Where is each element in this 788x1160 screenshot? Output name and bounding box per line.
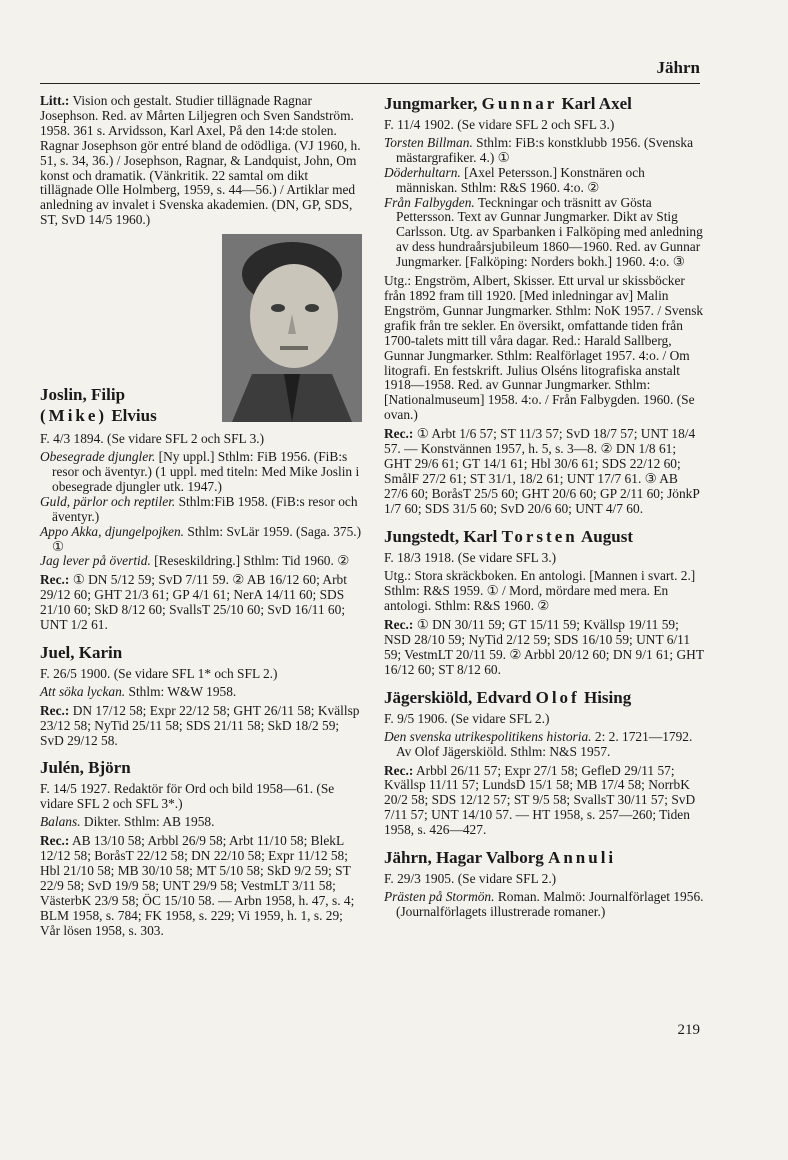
entry-heading-jahrn xyxy=(384,848,704,868)
jungmarker-work-1 xyxy=(384,136,704,166)
entry-jungmarker xyxy=(384,94,704,517)
juel-work xyxy=(40,685,362,700)
joslin-work-2 xyxy=(40,495,362,525)
jahrn-birth: F. 29/3 1905. (Se vidare SFL 2.) xyxy=(384,871,557,887)
rec-text: ① DN 5/12 59; SvD 7/11 59. ② AB 16/12 60; Arbt 29/12 60; GHT 21/3 61; GP 4/1 61; NerA 14/11 60; SDS 21/10 60; SkD 8/12 60; SvallsT 25/10 60; SvD 16/11 60; UNT 1/2 61. xyxy=(40,572,347,633)
work-detail: [Axel Petersson.] Konstnären och människan. Sthlm: R&S 1960. 4:o. ② xyxy=(396,164,645,195)
joslin-name-rest: Elvius xyxy=(107,406,157,426)
work-title: Balans. xyxy=(40,814,81,830)
lit-paragraph xyxy=(40,94,362,228)
jungstedt-birth: F. 18/3 1918. (Se vidare SFL 3.) xyxy=(384,549,557,565)
entry-jahrn xyxy=(384,848,704,920)
work-title: Appo Akka, djungelpojken. xyxy=(40,523,185,539)
name-rest: August xyxy=(577,526,633,546)
name-rest: Hising xyxy=(579,687,632,707)
name-spaced: Gunnar xyxy=(481,94,558,113)
work-title: Guld, pärlor och reptiler. xyxy=(40,493,176,509)
jagerskiold-birth: F. 9/5 1906. (Se vidare SFL 2.) xyxy=(384,710,550,726)
page-number: 219 xyxy=(677,1022,700,1038)
entry-juel xyxy=(40,643,362,749)
work-detail: Sthlm: SvLär 1959. (Saga. 375.) ① xyxy=(52,523,362,554)
work-detail: Teckningar och träsnitt av Gösta Pettersson. Text av Gunnar Jungmarker. Dikt av Stig Carlsson. Utg. av Sparbanken i Falköping med anledning av dess hundraårsjubileum 1860—1960. Red. av Gunnar Jungmarker. [Falköping: Norders bokh.] 1960. 4:o. ③ xyxy=(396,194,703,270)
work-title: Från Falbygden. xyxy=(384,194,475,210)
joslin-work-3 xyxy=(40,525,362,555)
work-title: Obesegrade djungler. xyxy=(40,449,156,465)
entry-heading-jungstedt xyxy=(384,527,704,547)
work-title: Den svenska utrikespolitikens historia. xyxy=(384,728,592,744)
jungstedt-reviews xyxy=(384,618,704,678)
work-detail: Roman. Malmö: Journalförlaget 1956. (Journalförlagets illustrerade romaner.) xyxy=(396,888,704,919)
work-detail: Sthlm: FiB:s konstklubb 1956. (Svenska mästargrafiker. 4.) ① xyxy=(396,134,694,165)
jagerskiold-reviews xyxy=(384,764,704,839)
name-spaced: Torsten xyxy=(501,526,578,546)
rec-label: Rec.: xyxy=(40,702,70,718)
header-rule xyxy=(40,83,700,84)
joslin-name-line1: Joslin, Filip xyxy=(40,385,126,405)
juel-birth: F. 26/5 1900. (Se vidare SFL 1* och SFL 2.) xyxy=(40,665,278,681)
rec-label: Rec.: xyxy=(40,572,70,588)
rec-label: Rec.: xyxy=(384,426,414,442)
rec-label: Rec.: xyxy=(40,833,70,849)
lit-label: Litt.: xyxy=(40,93,70,108)
name-rest: Karl Axel xyxy=(557,94,632,113)
work-detail: [Reseskildring.] Sthlm: Tid 1960. ② xyxy=(150,553,350,569)
work-detail: Dikter. Sthlm: AB 1958. xyxy=(80,814,215,830)
entry-jungstedt xyxy=(384,527,704,678)
joslin-name-line2 xyxy=(40,405,216,426)
joslin-photo-block xyxy=(40,234,362,426)
name-first: Jungmarker, xyxy=(384,94,482,113)
jagerskiold-work xyxy=(384,730,704,760)
joslin-work-4 xyxy=(40,554,362,569)
work-title: Torsten Billman. xyxy=(384,134,473,150)
work-detail: [Ny uppl.] Sthlm: FiB 1956. (FiB:s resor och äventyr.) (1 uppl. med titeln: Med Mike Joslin i obesegrade djungler utk. 1947.) xyxy=(52,449,360,494)
entry-heading-jagerskiold xyxy=(384,688,704,708)
work-title: Döderhultarn. xyxy=(384,164,461,180)
rec-text: Arbbl 26/11 57; Expr 27/1 58; GefleD 29/11 57; Kvällsp 11/11 57; LundsD 15/1 58; MB 17/4 58; NorrbK 20/2 58; SDS 12/12 57; ST 9/5 58; SvallsT 30/11 57; SvD 7/11 57; UNT 14/10 57. — HT 1958, s. 257—260; Tiden 1958, s. 426—427. xyxy=(384,762,696,838)
running-head: Jährn xyxy=(656,58,700,77)
joslin-name-spaced: (Mike) xyxy=(40,406,108,426)
jungmarker-birth: F. 11/4 1902. (Se vidare SFL 2 och SFL 3.) xyxy=(384,117,615,132)
rec-text: ① DN 30/11 59; GT 15/11 59; Kvällsp 19/11 59; NSD 28/10 59; NyTid 2/12 59; SDS 16/10 59; UNT 6/11 59; VestmLT 20/11 59. ② Arbbl 20/12 60; DN 9/1 61; GHT 16/12 60; ST 8/12 60. xyxy=(384,617,704,677)
juel-reviews xyxy=(40,704,362,749)
left-column xyxy=(40,94,362,949)
jungmarker-work-3 xyxy=(384,196,704,271)
entry-heading-julen: Julén, Björn xyxy=(40,758,131,778)
rec-text: AB 13/10 58; Arbbl 26/9 58; Arbt 11/10 58; BlekL 12/12 58; BoråsT 22/12 58; DN 22/10 58; Expr 11/12 58; Hbl 21/10 58; MB 30/10 58; MT 5/10 58; SkD 9/2 59; ST 22/9 58; SvD 19/9 58; UNT 29/9 58; VestmLT 3/11 58; VästerbK 23/9 58; ÖC 15/10 58. — Arbn 1958, h. 47, s. 4; BLM 1958, s. 784; FK 1958, s. 229; Vi 1959, h. 1, s. 29; Vår lösen 1958, s. 303. xyxy=(40,833,355,938)
rec-label: Rec.: xyxy=(384,762,414,778)
jungstedt-utg: Utg.: Stora skräckboken. En antologi. [Mannen i svart. 2.] Sthlm: R&S 1959. ① / Mord, mördare med mera. En antologi. Sthlm: R&S 1960. ② xyxy=(384,568,696,614)
entry-heading-juel: Juel, Karin xyxy=(40,642,123,662)
rec-text: DN 17/12 58; Expr 22/12 58; GHT 26/11 58; Kvällsp 23/12 58; NyTid 25/11 58; SDS 21/11 58; SkD 18/2 59; SvD 29/12 58. xyxy=(40,702,360,748)
rec-label: Rec.: xyxy=(384,617,414,633)
name-first: Jungstedt, Karl xyxy=(384,526,502,546)
name-spaced: Olof xyxy=(535,687,580,707)
entry-julen xyxy=(40,758,362,938)
work-detail: Sthlm:FiB 1958. (FiB:s resor och äventyr.) xyxy=(52,493,358,524)
entry-joslin xyxy=(40,432,362,633)
jungmarker-work-2 xyxy=(384,166,704,196)
julen-reviews xyxy=(40,834,362,938)
jungmarker-utg: Utg.: Engström, Albert, Skisser. Ett urval ur skissböcker från 1892 fram till 1920. [Med inledningar av] Malin Engström, Gunnar Jungmarker. Sthlm: NoK 1957. / Svensk grafik från tre sekler. En översikt, omfattande tiden från 1700-talets mitt till våra dagar. Red.: Harald Sallberg, Gunnar Jungmarker. Sthlm: Realförlaget 1957. 4:o. / Om litografi. En festskrift. Julius Olséns litografiska anstalt 1918—1958. Red. av Gunnar Jungmarker. Sthlm: [Nationalmuseum] 1958. 4:o. / Från Falbygden. 1960. (Se ovan.) xyxy=(384,273,704,423)
jungmarker-reviews xyxy=(384,427,704,516)
work-detail: 2: 2. 1721—1792. Av Olof Jägerskiöld. Sthlm: N&S 1957. xyxy=(396,728,693,759)
portrait-photo xyxy=(222,234,362,422)
work-title: Prästen på Stormön. xyxy=(384,888,495,904)
name-spaced: Annuli xyxy=(548,848,617,868)
rec-text: ① Arbt 1/6 57; ST 11/3 57; SvD 18/7 57; UNT 18/4 57. — Konstvännen 1957, h. 5, s. 3—8. ② DN 1/8 61; GHT 29/6 61; GT 14/1 61; Hbl 30/6 61; SDS 22/12 60; SmålF 27/2 61; ST 31/1, 18/2 61; UNT 17/7 61. ③ AB 27/6 60; BoråsT 25/5 60; GHT 20/6 60; GP 2/11 60; JönkP 1/7 60; SDS 31/5 60; SvD 20/6 60; UNT 4/7 60. xyxy=(384,426,700,516)
name-first: Jährn, Hagar Valborg xyxy=(384,848,549,868)
work-title: Jag lever på övertid. xyxy=(40,553,151,569)
jahrn-work xyxy=(384,890,704,920)
entry-jagerskiold xyxy=(384,688,704,838)
joslin-work-1 xyxy=(40,450,362,495)
julen-birth: F. 14/5 1927. Redaktör för Ord och bild 1958—61. (Se vidare SFL 2 och SFL 3*.) xyxy=(40,781,335,812)
work-title: Att söka lyckan. xyxy=(40,683,126,699)
julen-work xyxy=(40,815,362,830)
lit-text: Vision och gestalt. Studier tillägnade Ragnar Josephson. Red. av Mårten Liljegren och Sven Sandström. 1958. 361 s. Arvidsson, Karl Axel, På den 14:de stolen. Ragnar Josephson gör entré bland de odödliga. (VJ 1960, h. 51, s. 34, 36.) / Josephson, Ragnar, & Landquist, John, Om konst och dramatik. (Vänkritik. 22 samtal om dikt tillägnade Olle Holmberg, 1959, s. 44—56.) / Artiklar med anledning av invalet i Svenska akademien. (DN, GP, SDS, ST, SvD 14/5 1960.) xyxy=(40,93,361,228)
right-column xyxy=(384,94,704,930)
entry-heading-jungmarker xyxy=(384,94,704,114)
entry-heading-joslin xyxy=(40,384,216,426)
name-first: Jägerskiöld, Edvard xyxy=(384,687,536,707)
joslin-birth: F. 4/3 1894. (Se vidare SFL 2 och SFL 3.) xyxy=(40,431,265,447)
work-detail: Sthlm: W&W 1958. xyxy=(125,683,237,699)
joslin-reviews xyxy=(40,573,362,633)
